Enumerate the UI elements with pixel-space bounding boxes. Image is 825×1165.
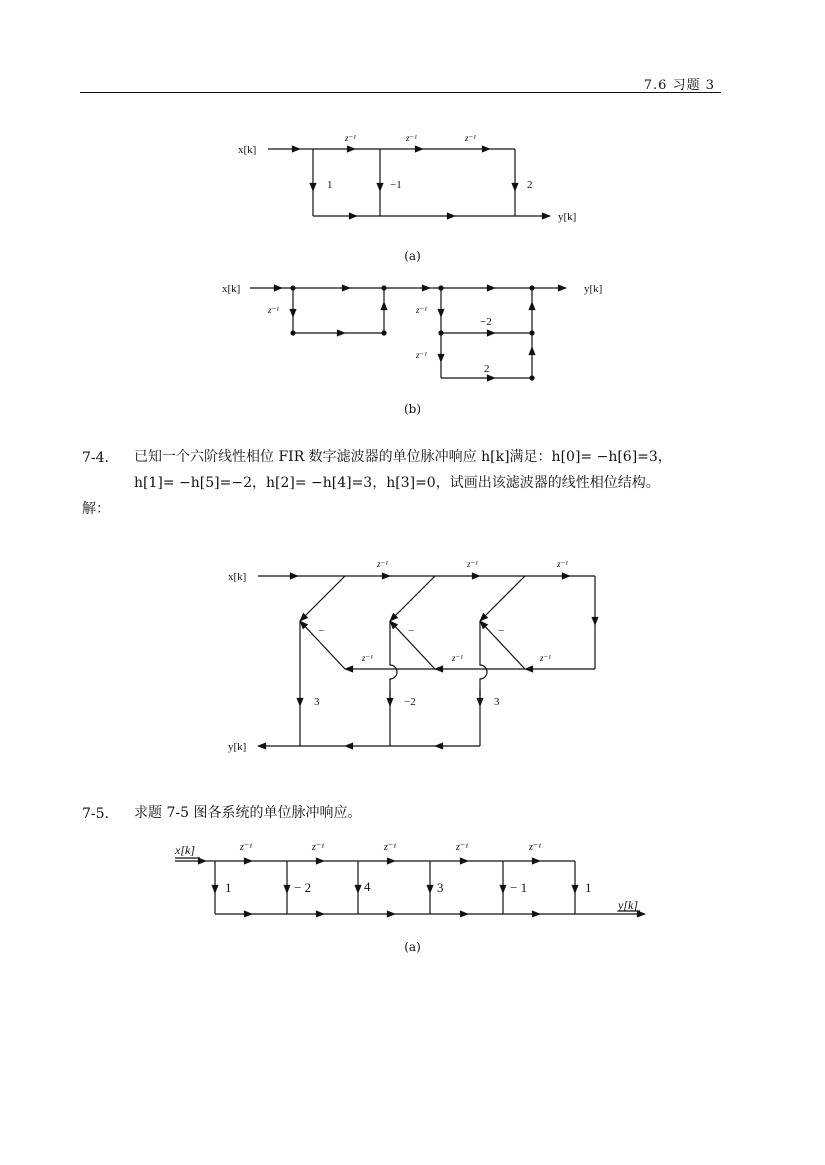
delay-label: z⁻¹ <box>362 653 373 663</box>
output-label: y[k] <box>558 211 577 223</box>
input-label: x[k] <box>228 571 247 583</box>
gain-label: 1 <box>225 880 232 895</box>
gain-label: −2 <box>480 316 492 328</box>
gain-label: 3 <box>494 696 500 708</box>
delay-label: z⁻¹ <box>540 653 551 663</box>
delay-label: z⁻¹ <box>240 842 253 853</box>
gain-label: 4 <box>364 879 371 894</box>
gain-label: 2 <box>484 363 490 375</box>
gain-label: −2 <box>404 696 416 708</box>
sign-label: − <box>408 625 415 637</box>
delay-label: z⁻¹ <box>557 559 568 569</box>
input-label: x[k] <box>238 144 257 156</box>
section-header: 7.6 习题 3 <box>643 78 715 93</box>
gain-label: 1 <box>327 179 333 191</box>
figure-7-4-diagram <box>0 555 825 760</box>
delay-label: z⁻¹ <box>345 133 356 143</box>
input-label: x[k] <box>175 843 195 857</box>
gain-label: −1 <box>390 179 402 191</box>
output-label: y[k] <box>228 741 247 753</box>
output-label: y[k] <box>584 283 603 295</box>
output-label: y[k] <box>618 898 638 912</box>
gain-label: 1 <box>585 880 592 895</box>
delay-label: z⁻¹ <box>467 559 478 569</box>
figure-a-diagram <box>0 120 825 270</box>
delay-label: z⁻¹ <box>529 842 542 853</box>
problem-text-line: 求题 7-5 图各系统的单位脉冲响应。 <box>134 805 362 821</box>
delay-label: z⁻¹ <box>416 305 427 315</box>
gain-label: 3 <box>437 880 444 895</box>
figure-b-caption: (b) <box>403 402 422 416</box>
gain-label: − 1 <box>510 880 528 895</box>
problem-number: 7-4. <box>82 450 109 466</box>
figure-7-5a-diagram <box>0 835 825 935</box>
solution-label: 解： <box>82 501 110 517</box>
gain-label: 2 <box>527 179 533 191</box>
delay-label: z⁻¹ <box>465 133 476 143</box>
problem-number: 7-5. <box>82 806 109 822</box>
delay-label: z⁻¹ <box>456 842 469 853</box>
header-rule <box>80 92 721 93</box>
delay-label: z⁻¹ <box>384 842 397 853</box>
page-header <box>0 68 825 98</box>
delay-label: z⁻¹ <box>312 842 325 853</box>
sign-label: − <box>318 625 325 637</box>
delay-label: z⁻¹ <box>452 653 463 663</box>
delay-label: z⁻¹ <box>268 305 279 315</box>
figure-a-caption: (a) <box>404 249 421 263</box>
input-label: x[k] <box>222 283 241 295</box>
problem-text-line: h[1]= −h[5]=−2，h[2]= −h[4]=3，h[3]=0，试画出该滤波器的线性相位结构。 <box>134 475 660 491</box>
delay-label: z⁻¹ <box>416 350 427 360</box>
sign-label: − <box>498 625 505 637</box>
problem-text-line: 已知一个六阶线性相位 FIR 数字滤波器的单位脉冲响应 h[k]满足：h[0]= −h[6]=3， <box>134 449 672 465</box>
figure-7-5a-caption: (a) <box>404 940 421 954</box>
delay-label: z⁻¹ <box>377 559 388 569</box>
gain-label: − 2 <box>294 880 312 895</box>
gain-label: 3 <box>314 696 320 708</box>
figure-b-diagram <box>0 270 825 395</box>
delay-label: z⁻¹ <box>406 133 417 143</box>
